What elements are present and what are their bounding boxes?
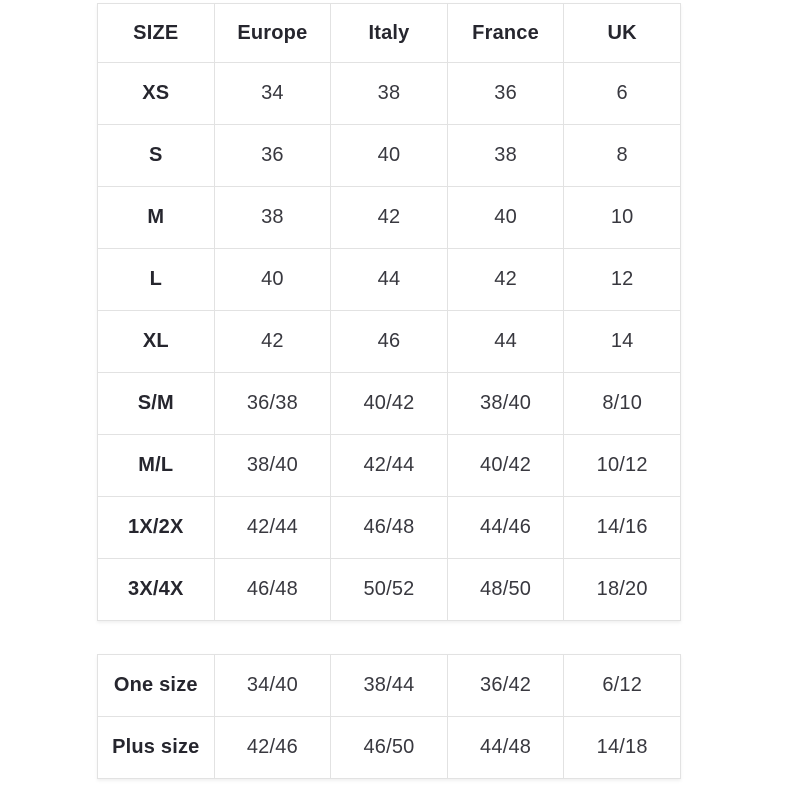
value-cell: 42/46 xyxy=(214,717,331,779)
value-cell: 8/10 xyxy=(564,373,681,435)
value-cell: 36/38 xyxy=(214,373,331,435)
size-label-cell: 1X/2X xyxy=(98,497,215,559)
value-cell: 40/42 xyxy=(447,435,564,497)
value-cell: 46/48 xyxy=(214,559,331,621)
value-cell: 14/18 xyxy=(564,717,681,779)
special-sizes-table xyxy=(97,654,681,779)
value-cell: 14 xyxy=(564,311,681,373)
value-cell: 48/50 xyxy=(447,559,564,621)
size-label-cell: S xyxy=(98,125,215,187)
table-row xyxy=(98,655,681,717)
table-gap xyxy=(97,621,681,654)
value-cell: 42/44 xyxy=(214,497,331,559)
value-cell: 38 xyxy=(331,63,448,125)
value-cell: 40 xyxy=(214,249,331,311)
size-table-body xyxy=(98,63,681,621)
table-row xyxy=(98,373,681,435)
value-cell: 38 xyxy=(214,187,331,249)
size-table-header xyxy=(98,4,681,63)
size-label-cell: M xyxy=(98,187,215,249)
size-label-cell: S/M xyxy=(98,373,215,435)
special-sizes-body xyxy=(98,655,681,779)
value-cell: 46/48 xyxy=(331,497,448,559)
value-cell: 38/40 xyxy=(214,435,331,497)
value-cell: 34/40 xyxy=(214,655,331,717)
value-cell: 40 xyxy=(447,187,564,249)
value-cell: 38/40 xyxy=(447,373,564,435)
size-conversion-table xyxy=(97,3,681,621)
value-cell: 18/20 xyxy=(564,559,681,621)
table-row xyxy=(98,63,681,125)
table-row xyxy=(98,125,681,187)
size-label-cell: Plus size xyxy=(98,717,215,779)
size-label-cell: XL xyxy=(98,311,215,373)
value-cell: 10/12 xyxy=(564,435,681,497)
size-label-cell: 3X/4X xyxy=(98,559,215,621)
value-cell: 6/12 xyxy=(564,655,681,717)
value-cell: 36 xyxy=(214,125,331,187)
table-row xyxy=(98,717,681,779)
value-cell: 40/42 xyxy=(331,373,448,435)
value-cell: 44 xyxy=(447,311,564,373)
size-label-cell: M/L xyxy=(98,435,215,497)
size-label-cell: L xyxy=(98,249,215,311)
value-cell: 46/50 xyxy=(331,717,448,779)
table-row xyxy=(98,497,681,559)
table-row xyxy=(98,435,681,497)
size-conversion-section xyxy=(97,3,681,779)
column-header: SIZE xyxy=(98,4,215,63)
value-cell: 8 xyxy=(564,125,681,187)
table-row xyxy=(98,249,681,311)
value-cell: 46 xyxy=(331,311,448,373)
value-cell: 38 xyxy=(447,125,564,187)
value-cell: 42/44 xyxy=(331,435,448,497)
column-header: Europe xyxy=(214,4,331,63)
size-label-cell: One size xyxy=(98,655,215,717)
value-cell: 44/48 xyxy=(447,717,564,779)
value-cell: 50/52 xyxy=(331,559,448,621)
size-label-cell: XS xyxy=(98,63,215,125)
value-cell: 38/44 xyxy=(331,655,448,717)
value-cell: 42 xyxy=(447,249,564,311)
value-cell: 6 xyxy=(564,63,681,125)
value-cell: 12 xyxy=(564,249,681,311)
value-cell: 44/46 xyxy=(447,497,564,559)
value-cell: 10 xyxy=(564,187,681,249)
table-row xyxy=(98,187,681,249)
header-row xyxy=(98,4,681,63)
column-header: France xyxy=(447,4,564,63)
value-cell: 42 xyxy=(331,187,448,249)
column-header: UK xyxy=(564,4,681,63)
column-header: Italy xyxy=(331,4,448,63)
value-cell: 14/16 xyxy=(564,497,681,559)
value-cell: 36/42 xyxy=(447,655,564,717)
value-cell: 42 xyxy=(214,311,331,373)
table-row xyxy=(98,311,681,373)
value-cell: 44 xyxy=(331,249,448,311)
value-cell: 36 xyxy=(447,63,564,125)
table-row xyxy=(98,559,681,621)
value-cell: 40 xyxy=(331,125,448,187)
value-cell: 34 xyxy=(214,63,331,125)
